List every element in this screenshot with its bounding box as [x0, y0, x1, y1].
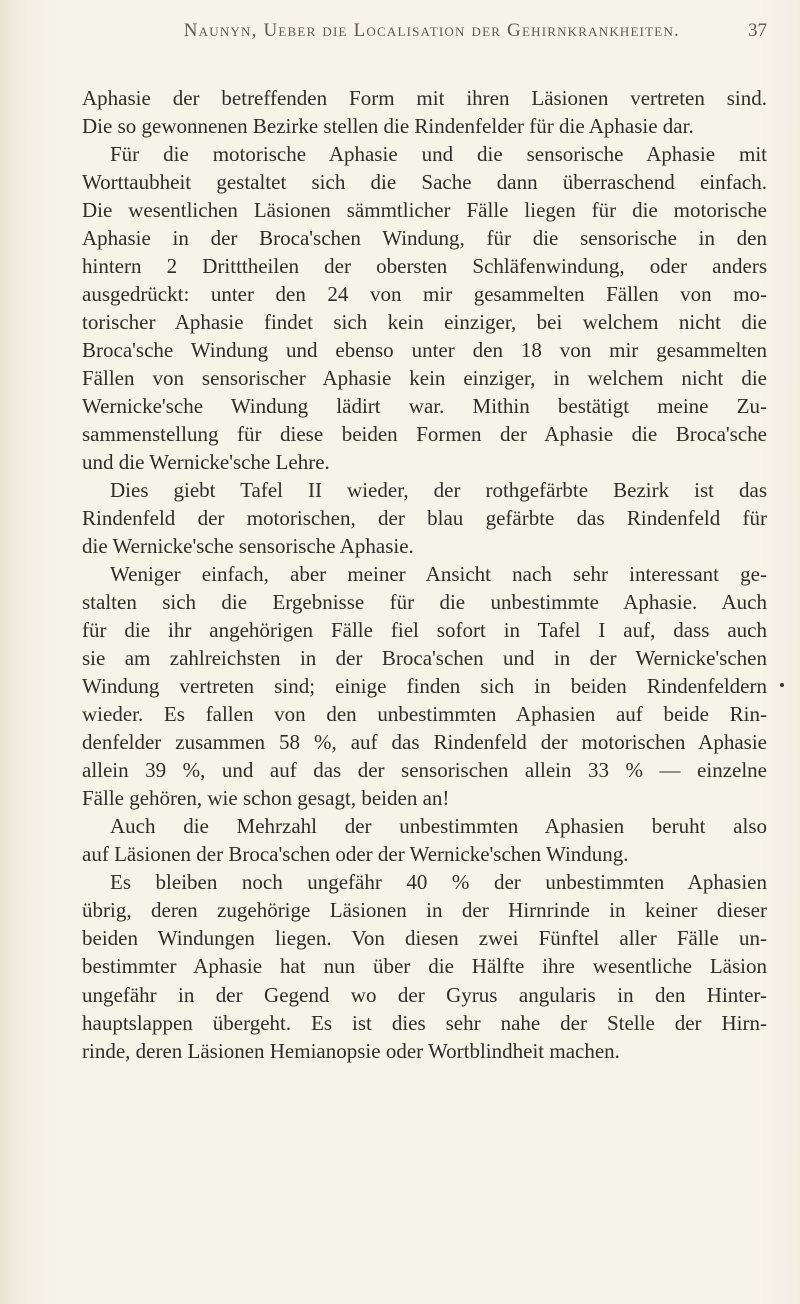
text-line: Fälle gehören, wie schon gesagt, beiden an! — [82, 786, 450, 811]
text-line: Die wesentlichen Läsionen sämmtlicher Fälle liegen für die motorische — [82, 198, 767, 223]
text-line: Für die motorische Aphasie und die sensorische Aphasie mit — [110, 142, 767, 167]
text-line: stalten sich die Ergebnisse für die unbestimmte Aphasie. Auch — [82, 590, 767, 615]
text-line: hintern 2 Dritttheilen der obersten Schläfenwindung, oder anders — [82, 254, 767, 279]
running-head: Naunyn, Ueber die Localisation der Gehirnkrankheiten. — [183, 20, 680, 41]
text-line: Aphasie in der Broca'schen Windung, für die sensorische in den — [82, 226, 767, 251]
text-line: Worttaubheit gestaltet sich die Sache dann überraschend einfach. — [82, 170, 767, 195]
text-line: Es bleiben noch ungefähr 40 % der unbestimmten Aphasien — [110, 870, 767, 895]
text-line: denfelder zusammen 58 %, auf das Rindenfeld der motorischen Aphasie — [82, 730, 767, 755]
text-line: Windung vertreten sind; einige finden sich in beiden Rindenfeldern — [82, 674, 767, 699]
text-line: und die Wernicke'sche Lehre. — [82, 450, 330, 475]
margin-mark — [780, 683, 784, 687]
text-line: rinde, deren Läsionen Hemianopsie oder Wortblindheit machen. — [82, 1038, 620, 1063]
text-line: sammenstellung für diese beiden Formen der Aphasie die Broca'sche — [82, 422, 767, 447]
text-line: ausgedrückt: unter den 24 von mir gesammelten Fällen von mo- — [82, 282, 767, 307]
page-header — [0, 20, 800, 50]
text-line: Broca'sche Windung und ebenso unter den 18 von mir gesammelten — [82, 338, 767, 363]
text-line: ungefähr in der Gegend wo der Gyrus angularis in den Hinter- — [82, 982, 767, 1007]
text-line: Wernicke'sche Windung lädirt war. Mithin bestätigt meine Zu- — [82, 394, 767, 419]
text-line: torischer Aphasie findet sich kein einziger, bei welchem nicht die — [82, 310, 767, 335]
text-line: die Wernicke'sche sensorische Aphasie. — [82, 534, 414, 559]
text-line: wieder. Es fallen von den unbestimmten Aphasien auf beide Rin- — [82, 702, 767, 727]
body-text — [82, 84, 767, 1065]
text-line: für die ihr angehörigen Fälle fiel sofort in Tafel I auf, dass auch — [82, 618, 767, 643]
text-line: Rindenfeld der motorischen, der blau gefärbte das Rindenfeld für — [82, 506, 767, 531]
text-line: Fällen von sensorischer Aphasie kein einziger, in welchem nicht die — [82, 366, 767, 391]
text-line: Die so gewonnenen Bezirke stellen die Rindenfelder für die Aphasie dar. — [82, 114, 694, 139]
page-number: 37 — [748, 20, 767, 41]
text-line: sie am zahlreichsten in der Broca'schen und in der Wernicke'schen — [82, 646, 767, 671]
text-line: allein 39 %, und auf das der sensorischen allein 33 % — einzelne — [82, 758, 767, 783]
text-line: beiden Windungen liegen. Von diesen zwei Fünftel aller Fälle un- — [82, 926, 767, 951]
text-line: Aphasie der betreffenden Form mit ihren Läsionen vertreten sind. — [82, 86, 767, 110]
text-line: übrig, deren zugehörige Läsionen in der Hirnrinde in keiner dieser — [82, 898, 767, 923]
text-line: auf Läsionen der Broca'schen oder der Wernicke'schen Windung. — [82, 842, 629, 867]
text-line: Weniger einfach, aber meiner Ansicht nach sehr interessant ge- — [110, 562, 767, 587]
text-line: Auch die Mehrzahl der unbestimmten Aphasien beruht also — [110, 814, 767, 839]
text-line: hauptslappen übergeht. Es ist dies sehr nahe der Stelle der Hirn- — [82, 1010, 767, 1035]
text-line: Dies giebt Tafel II wieder, der rothgefärbte Bezirk ist das — [110, 478, 767, 503]
text-line: bestimmter Aphasie hat nun über die Hälfte ihre wesentliche Läsion — [82, 954, 767, 979]
